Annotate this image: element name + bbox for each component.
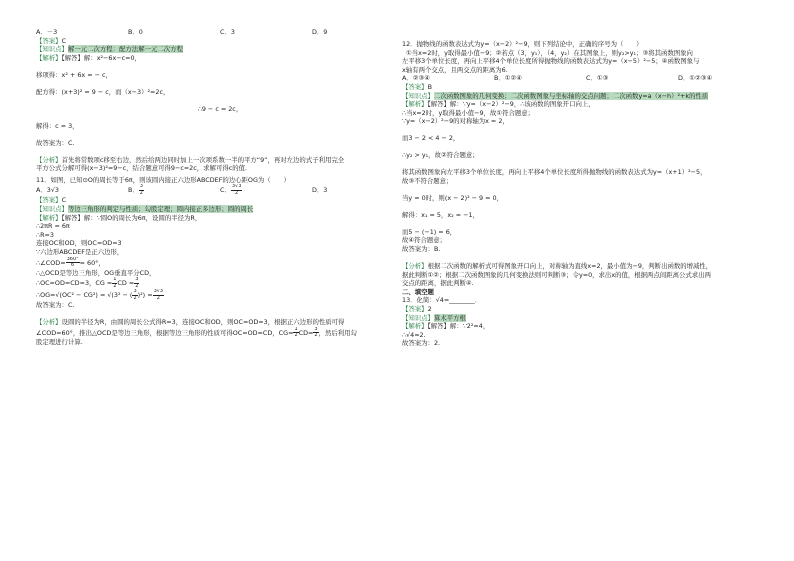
q11-answer: 【答案】C xyxy=(36,196,67,205)
q12-step-1: ∴当x=2时，y取得最小值−9，故①符合题意； xyxy=(402,108,535,117)
q11-step-1: ∴2πR = 6π xyxy=(36,222,70,231)
q12-step-4: ∴y₂ > y₁，故②符合题意； xyxy=(402,151,479,160)
left-column xyxy=(36,28,404,346)
q12-statement-1: ①当x=2时，y取得最小值−9；②若点（3，y₁），（4，y₂）在其图象上，则y₂>y₁；③将其函数图象向 xyxy=(406,48,693,57)
q13-answer: 【答案】2 xyxy=(402,304,432,313)
q10-option-a: A．－3 xyxy=(36,28,58,36)
q12-statement-3: x轴有两个交点，且两交点的距离为6. xyxy=(402,65,508,74)
q11-option-c: C． $\frac{3√3}{2}$ xyxy=(220,184,242,196)
q11-option-b: B． $\frac{3}{2}$ xyxy=(128,184,143,196)
right-column xyxy=(402,40,770,348)
q12-analysis: 【解析】【解答】解：∵y=（x−2）²−9，∴该函数的图象开口向上， xyxy=(402,100,595,109)
q13-conclusion: 故答案为：2. xyxy=(402,339,441,348)
q11-summary-2: ∠COD=60°，推出△OCD是等边三角形，根据等边三角形的性质可得OC=OD=CD，CG= $\frac{1}{2}$ CD= $\frac{3}{2}$ ，然后利用勾 xyxy=(36,326,357,338)
section-heading: 二、填空题 xyxy=(402,287,434,296)
q11-step-3: 连接OC和OD，则OC=OD=3 xyxy=(36,239,122,248)
q11-step-5: ∴∠COD= $\frac{360^\circ}{6}$ = 60°， xyxy=(36,256,105,269)
q10-step-2: 配方得：(x+3)² = 9 − c，而（x−3）²=2c， xyxy=(36,87,170,96)
q12-step-5: 将其函数图象向左平移3个单位长度，再向上平移4个单位长度所得抛物线的函数表达式为y=（x+1）²−5， xyxy=(402,168,707,177)
q12-step-7: 当y = 0时，则(x − 2)² − 9 = 0， xyxy=(402,193,503,202)
q10-step-1: 移项得：x² + 6x = − c， xyxy=(36,70,112,79)
q11-options xyxy=(36,184,404,196)
q13-knowledge-point: 【知识点】算术平方根 xyxy=(402,313,466,322)
q13-analysis: 【解析】【解答】解：∵2²=4， xyxy=(402,322,490,331)
q13-stem: 13．化简：√4=________． xyxy=(402,296,482,305)
q12-step-8: 解得：x₁ = 5，x₂ = −1， xyxy=(402,210,479,219)
q12-summary-2: 据此判断①②；根据二次函数图象的几何变换法则可判断③；令y=0，求出x的值，根据两点间距离公式求出两 xyxy=(402,270,711,279)
q12-option-c: C．①③ xyxy=(586,74,609,83)
q11-step-6: ∴△OCD是等边三角形，OG垂直平分CD， xyxy=(36,268,156,277)
q12-answer: 【答案】B xyxy=(402,82,432,91)
q10-conclusion: 故答案为：C. xyxy=(36,138,75,147)
q12-step-2: ∵y=（x−2）²−9的对称轴为x = 2， xyxy=(402,117,509,126)
q12-step-6: 故③不符合题意； xyxy=(402,176,453,185)
q10-step-3: ∴9 − c = 2c， xyxy=(197,104,243,113)
q11-conclusion: 故答案为：C. xyxy=(36,301,75,310)
q12-step-10: 故④符合题意； xyxy=(402,236,447,245)
q10-option-c: C．3 xyxy=(220,28,235,36)
q12-options xyxy=(402,74,770,83)
q11-option-d: D．3 xyxy=(312,186,328,195)
q12-step-3: 而3 − 2 < 4 − 2， xyxy=(402,134,460,143)
q11-step-2: ∴R=3 xyxy=(36,230,54,239)
q10-summary-2: 平方公式分解可得(x−3)²=9−c，结合题意可得9−c=2c，求解可得c的值. xyxy=(36,164,248,173)
q11-analysis: 【解析】【解答】解：∵圆O的周长为6π，设圆的半径为R， xyxy=(36,213,202,222)
q13-step-1: ∴√4=2. xyxy=(402,330,426,339)
q10-options xyxy=(36,28,404,37)
q10-answer: 【答案】C xyxy=(36,36,67,45)
q12-stem: 12．抛物线的函数表达式为y=（x−2）²−9，则下列结论中，正确的序号为（ ） xyxy=(402,40,643,48)
q11-step-8: ∴OG=√(OC² − CG²) = √(3² − ( $\frac{3}{2}$ )²) = $\frac{3√3}{2}$ xyxy=(36,289,164,301)
q12-step-9: 而5 − (−1) = 6， xyxy=(402,227,457,236)
q12-statement-2: 左平移3个单位长度，再向上平移4个单位长度所得抛物线的函数表达式为y=（x−5）²−5；④函数图象与 xyxy=(402,57,700,66)
q11-step-4: ∵六边形ABCDEF是正六边形， xyxy=(36,248,124,257)
q10-analysis: 【解析】【解答】解：x²−6x−c=0， xyxy=(36,53,141,62)
q10-option-d: D．9 xyxy=(312,28,328,36)
q11-knowledge-point: 【知识点】等边三角形的判定与性质；勾股定理；圆内接正多边形；圆的周长 xyxy=(36,205,254,214)
q10-knowledge-point: 【知识点】解一元二次方程：配方法解一元二次方程 xyxy=(36,45,183,54)
q11-step-7: ∴OC=OD=CD=3，CG = $\frac{1}{2}$ CD = $\frac{3}{2}$ xyxy=(36,277,139,289)
q12-summary-3: 交点的距离，据此判断④. xyxy=(402,279,474,288)
q10-option-b: B．0 xyxy=(128,28,143,36)
q10-summary-1: 【分析】首先将常数项c移至右边，然后给两边同时加上一次项系数一半的平方“9”，再对左边的式子利用完全 xyxy=(36,155,345,164)
q10-step-4: 解得：c = 3， xyxy=(36,121,79,130)
q12-summary-1: 【分析】根据二次函数的解析式可得图象开口向上，对称轴为直线x=2，最小值为−9，判断出函数的增减性， xyxy=(402,262,713,271)
q12-option-b: B．①②④ xyxy=(494,74,522,83)
q12-option-d: D．①②③④ xyxy=(678,74,713,83)
q11-stem: 11．如图，已知⊙O的周长等于6π，则该圆内接正六边形ABCDEF的边心距OG为（ ） xyxy=(36,175,290,184)
q12-conclusion: 故答案为：B. xyxy=(402,245,441,254)
q12-knowledge-point: 【知识点】二次函数图象的几何变换；二次函数图象与坐标轴的交点问题；二次函数y=a（x−h）²+k的性质 xyxy=(402,91,709,100)
q12-option-a: A．②③④ xyxy=(402,74,430,83)
q11-summary-3: 股定理进行计算. xyxy=(36,337,83,346)
q11-summary-1: 【分析】设圆的半径为R，由圆的周长公式得R=3，连接OC和OD，则OC=OD=3，根据正六边形的性质可得 xyxy=(36,318,345,327)
q11-option-a: A．3√3 xyxy=(36,186,59,195)
